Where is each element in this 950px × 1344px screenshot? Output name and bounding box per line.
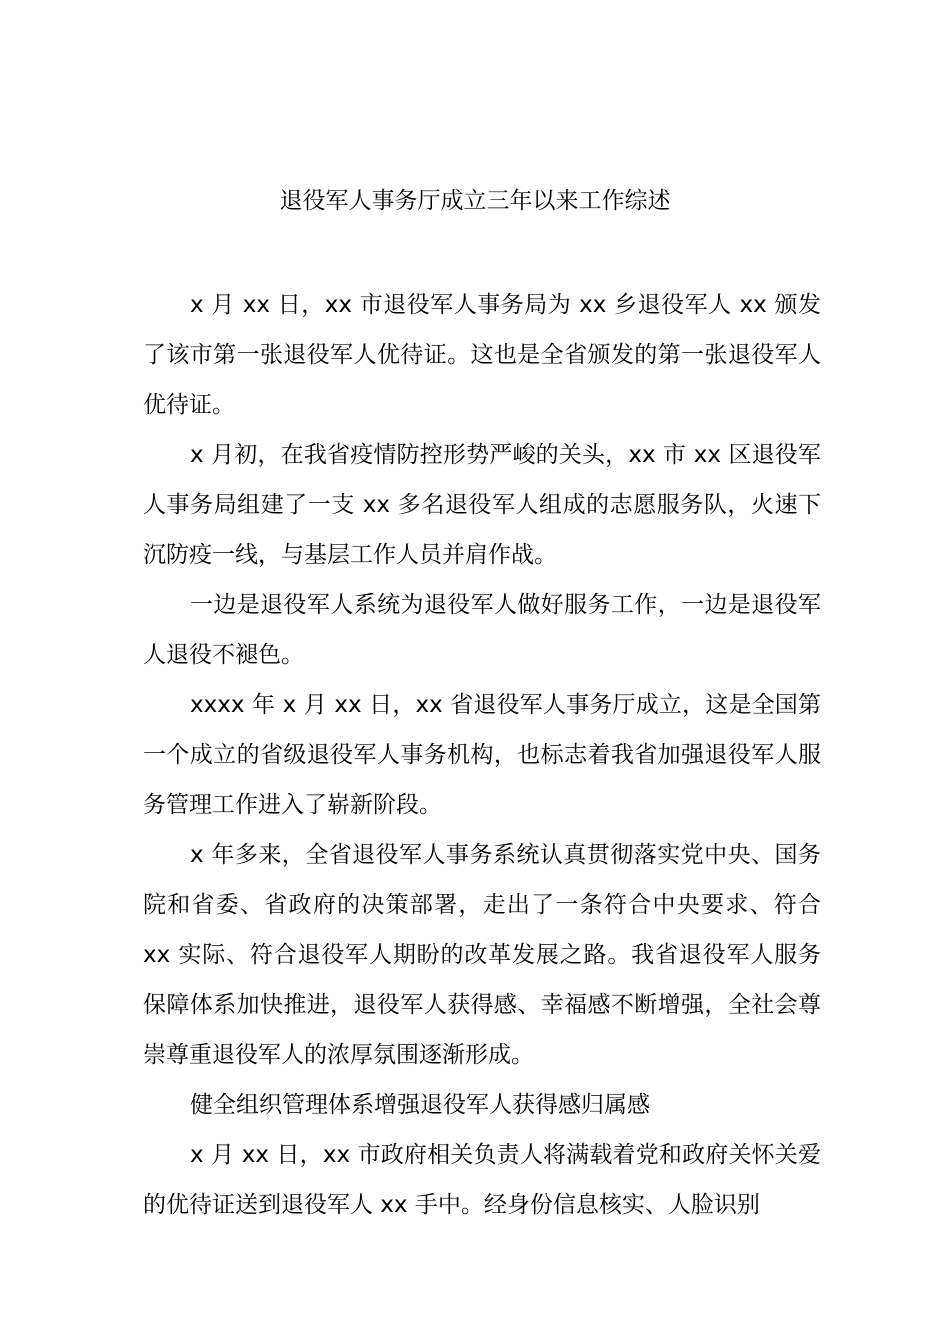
paragraph-2: x 月初，在我省疫情防控形势严峻的关头，xx 市 xx 区退役军人事务局组建了一支 xx 多名退役军人组成的志愿服务队，火速下沉防疫一线，与基层工作人员并肩作战。 xyxy=(143,442,821,568)
paragraph-3: 一边是退役军人系统为退役军人做好服务工作，一边是退役军人退役不褪色。 xyxy=(143,592,821,668)
document-title: 退役军人事务厅成立三年以来工作综述 xyxy=(279,188,671,214)
paragraph-5: x 年多来，全省退役军人事务系统认真贯彻落实党中央、国务院和省委、省政府的决策部署，走出了一条符合中央要求、符合 xx 实际、符合退役军人期盼的改革发展之路。我省退役军人服务保障体系加快推进，退役军人获得感、幸福感不断增强，全社会尊崇尊重退役军人的浓厚氛围逐渐形成。 xyxy=(143,842,821,1068)
paragraph-6: x 月 xx 日，xx 市政府相关负责人将满载着党和政府关怀关爱的优待证送到退役军人 xx 手中。经身份信息核实、人脸识别 xyxy=(143,1142,821,1218)
document-body xyxy=(143,280,821,1230)
paragraph-4: xxxx 年 x 月 xx 日，xx 省退役军人事务厅成立，这是全国第一个成立的省级退役军人事务机构，也标志着我省加强退役军人服务管理工作进入了崭新阶段。 xyxy=(143,692,821,818)
section-heading: 健全组织管理体系增强退役军人获得感归属感 xyxy=(190,1092,650,1118)
paragraph-1: x 月 xx 日，xx 市退役军人事务局为 xx 乡退役军人 xx 颁发了该市第一张退役军人优待证。这也是全省颁发的第一张退役军人优待证。 xyxy=(143,292,821,418)
